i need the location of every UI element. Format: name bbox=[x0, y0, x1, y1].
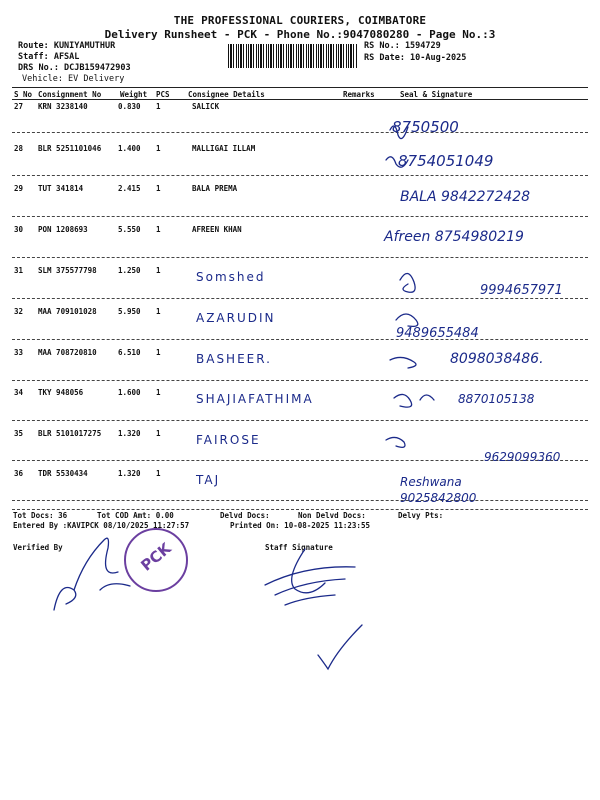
signature-33: 8098038486. bbox=[450, 351, 544, 367]
header-bottom-rule bbox=[12, 99, 588, 100]
row-pcs: 1 bbox=[156, 388, 161, 397]
row-consignment-no: TUT 341814 bbox=[38, 184, 84, 193]
row-consignee: SALICK bbox=[192, 102, 220, 111]
row-consignment-no: TKY 948056 bbox=[38, 388, 84, 397]
row-sno: 30 bbox=[14, 225, 24, 234]
row-sno: 36 bbox=[14, 469, 24, 478]
signature-35: 9629099360 bbox=[484, 450, 561, 464]
col-sno: S No bbox=[14, 90, 33, 99]
drs-no: DRS No.: DCJB159472903 bbox=[18, 63, 131, 73]
row-handwritten-name: FAIROSE bbox=[196, 433, 261, 447]
row-sno: 32 bbox=[14, 307, 24, 316]
staff-signature-label: Staff Signature bbox=[265, 543, 333, 552]
row-consignment-no: BLR 5251101046 bbox=[38, 144, 102, 153]
row-pcs: 1 bbox=[156, 307, 161, 316]
company-title: THE PROFESSIONAL COURIERS, COIMBATORE bbox=[173, 14, 427, 27]
rs-no: RS No.: 1594729 bbox=[364, 41, 441, 51]
row-handwritten-name: AZARUDIN bbox=[196, 311, 276, 325]
row-handwritten-name: SHAJIAFATHIMA bbox=[196, 392, 314, 406]
row-pcs: 1 bbox=[156, 429, 161, 438]
row-weight: 1.600 bbox=[118, 388, 141, 397]
row-weight: 6.510 bbox=[118, 348, 141, 357]
stamp-text: PCK bbox=[137, 539, 175, 575]
signature-30: Afreen 8754980219 bbox=[384, 229, 524, 245]
delvd-docs: Delvd Docs: bbox=[220, 511, 270, 520]
row-pcs: 1 bbox=[156, 348, 161, 357]
row-pcs: 1 bbox=[156, 225, 161, 234]
header-top-rule bbox=[12, 87, 588, 88]
tot-docs: Tot Docs: 36 bbox=[13, 511, 68, 520]
row-consignment-no: PON 1208693 bbox=[38, 225, 88, 234]
verified-by-label: Verified By bbox=[13, 543, 63, 552]
row-weight: 1.320 bbox=[118, 469, 141, 478]
signature-31: 9994657971 bbox=[480, 283, 563, 298]
row-consignment-no: KRN 3238140 bbox=[38, 102, 88, 111]
entered-by: Entered By :KAVIPCK 08/10/2025 11:27:57 bbox=[13, 521, 190, 530]
check-mark bbox=[310, 615, 370, 675]
row-weight: 5.950 bbox=[118, 307, 141, 316]
row-consignment-no: TDR 5530434 bbox=[38, 469, 88, 478]
printed-on: Printed On: 10-08-2025 11:23:55 bbox=[230, 521, 370, 530]
row-sno: 31 bbox=[14, 266, 24, 275]
col-seal-signature: Seal & Signature bbox=[400, 90, 473, 99]
rs-date: RS Date: 10-Aug-2025 bbox=[364, 53, 467, 63]
non-delvd-docs: Non Delvd Docs: bbox=[298, 511, 366, 520]
barcode bbox=[228, 44, 358, 68]
row-sno: 28 bbox=[14, 144, 24, 153]
row-handwritten-name: Somshed bbox=[196, 270, 266, 284]
runsheet-title: Delivery Runsheet - PCK - Phone No.:9047080280 - Page No.:3 bbox=[104, 28, 496, 41]
col-remarks: Remarks bbox=[343, 90, 375, 99]
signature-28: 8754051049 bbox=[398, 152, 494, 170]
staff: Staff: AFSAL bbox=[18, 52, 80, 62]
row-sno: 34 bbox=[14, 388, 24, 397]
row-consignee: BALA PREMA bbox=[192, 184, 238, 193]
row-consignment-no: BLR 5101017275 bbox=[38, 429, 102, 438]
row-weight: 0.830 bbox=[118, 102, 141, 111]
row-sno: 29 bbox=[14, 184, 24, 193]
row-consignment-no: SLM 375577798 bbox=[38, 266, 97, 275]
signature-32: 9489655484 bbox=[396, 326, 479, 341]
row-handwritten-name: BASHEER. bbox=[196, 352, 272, 366]
row-consignee: AFREEN KHAN bbox=[192, 225, 242, 234]
row-consignee: MALLIGAI ILLAM bbox=[192, 144, 256, 153]
row-handwritten-name: TAJ bbox=[196, 473, 221, 487]
row-sno: 27 bbox=[14, 102, 24, 111]
col-pcs: PCS bbox=[156, 90, 170, 99]
row-weight: 1.320 bbox=[118, 429, 141, 438]
row-pcs: 1 bbox=[156, 144, 161, 153]
signature-scribbles bbox=[380, 110, 600, 510]
row-pcs: 1 bbox=[156, 469, 161, 478]
row-sno: 35 bbox=[14, 429, 24, 438]
row-sno: 33 bbox=[14, 348, 24, 357]
staff-signature-scribble bbox=[255, 545, 375, 615]
row-weight: 1.250 bbox=[118, 266, 141, 275]
signature-29: BALA 9842272428 bbox=[400, 189, 531, 205]
row-weight: 1.400 bbox=[118, 144, 141, 153]
row-weight: 2.415 bbox=[118, 184, 141, 193]
tot-cod-amt: Tot COD Amt: 0.00 bbox=[97, 511, 174, 520]
verifier-signature bbox=[40, 530, 160, 620]
col-weight: Weight bbox=[120, 90, 148, 99]
row-consignment-no: MAA 708720810 bbox=[38, 348, 97, 357]
col-consignment: Consignment No bbox=[38, 90, 102, 99]
row-consignment-no: MAA 709101028 bbox=[38, 307, 97, 316]
row-weight: 5.550 bbox=[118, 225, 141, 234]
row-pcs: 1 bbox=[156, 266, 161, 275]
row-pcs: 1 bbox=[156, 102, 161, 111]
signature-27: 8750500 bbox=[392, 118, 459, 136]
signature-34: 8870105138 bbox=[458, 392, 535, 406]
col-consignee: Consignee Details bbox=[188, 90, 265, 99]
route: Route: KUNIYAMUTHUR bbox=[18, 41, 116, 51]
delvy-pts: Delvy Pts: bbox=[398, 511, 444, 520]
row-pcs: 1 bbox=[156, 184, 161, 193]
signature-36: Reshwana 9025842800 bbox=[400, 475, 477, 505]
vehicle: Vehicle: EV Delivery bbox=[22, 74, 125, 84]
footer-rule bbox=[12, 509, 588, 510]
